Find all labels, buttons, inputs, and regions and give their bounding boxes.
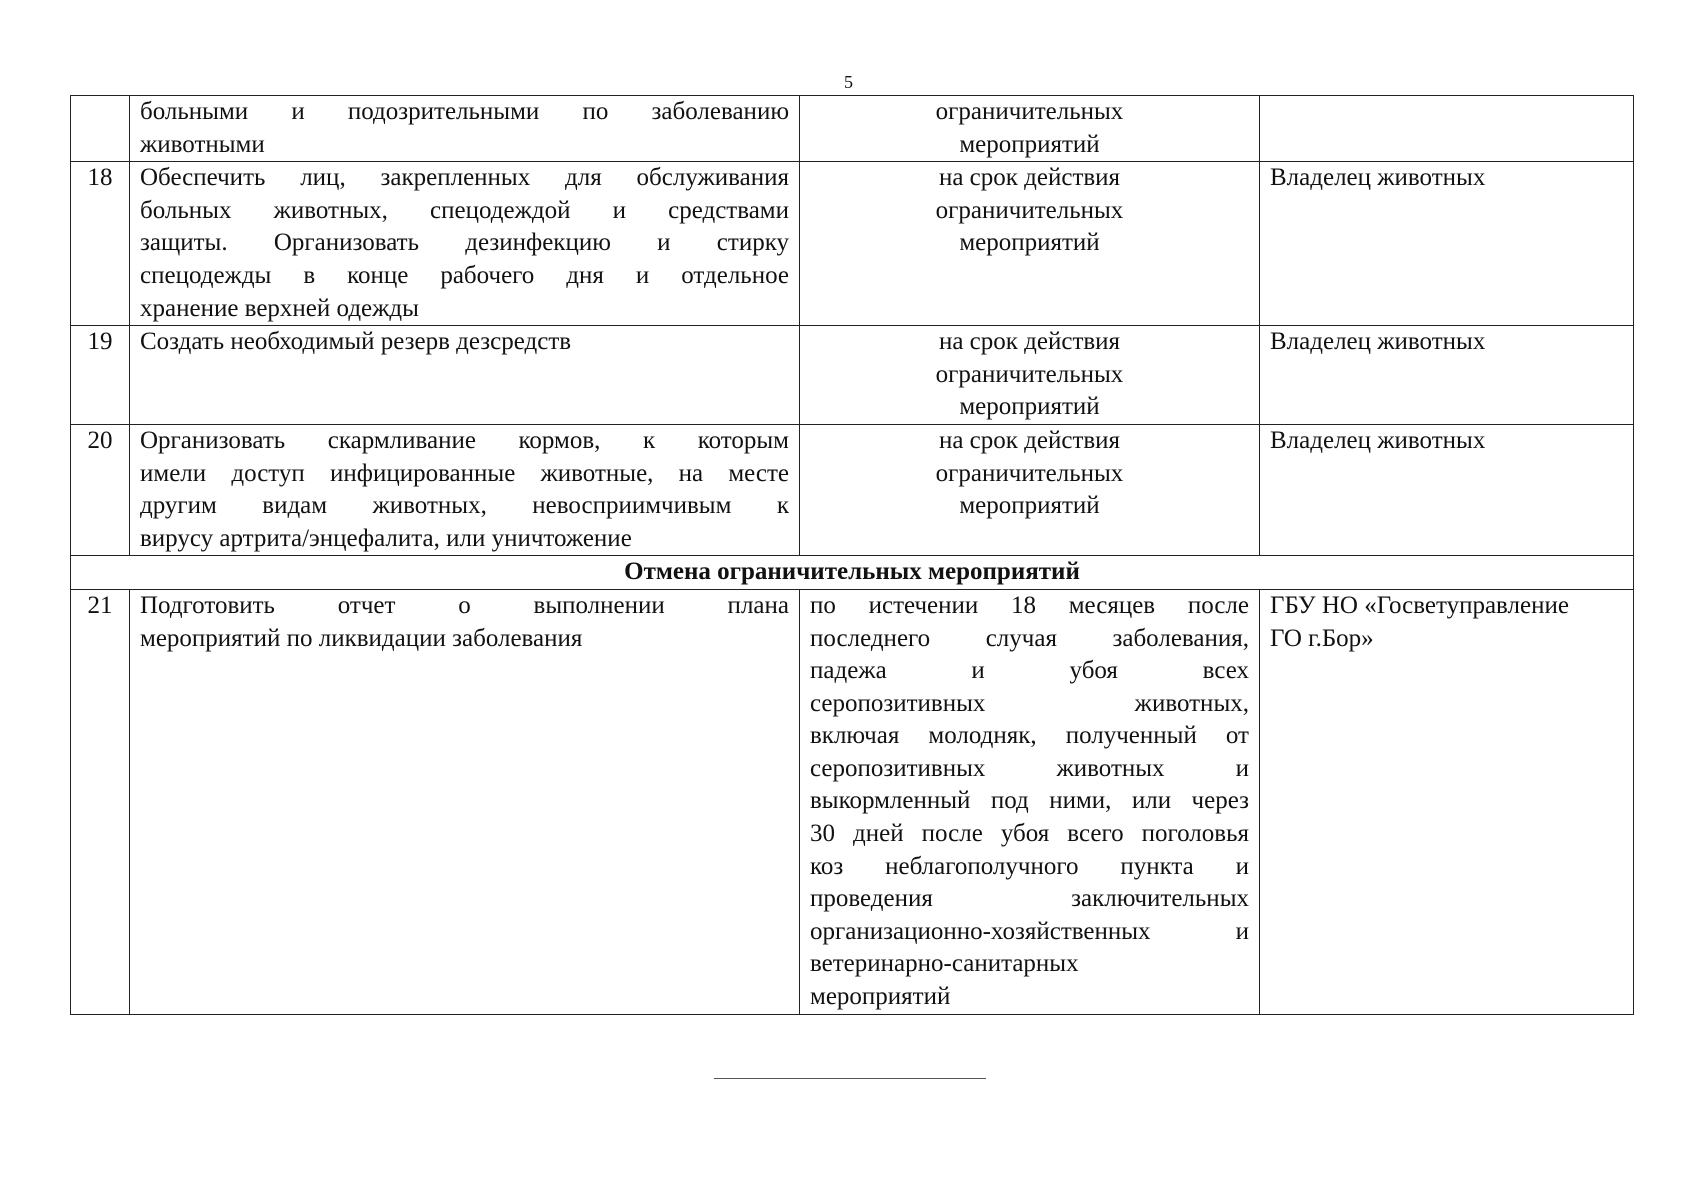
term-line: ограничительных (935, 360, 1124, 388)
action-line: защиты. Организовать дезинфекцию и стирку (140, 229, 789, 257)
term-line: последнего случая заболевания, (810, 624, 1249, 652)
term-line: серопозитивных животных и (810, 754, 1249, 782)
action-cell (130, 96, 800, 162)
page-number: 5 (844, 72, 853, 92)
table-row (71, 162, 1634, 326)
plan-table (70, 95, 1634, 1015)
term-line: мероприятий (810, 983, 951, 1011)
term-line: 30 дней после убоя всего поголовья (810, 820, 1249, 848)
term-line: ограничительных (935, 196, 1124, 224)
term-line: коз неблагополучного пункта и (810, 852, 1249, 880)
action-line: больными и подозрительными по заболеванию (140, 98, 789, 125)
section-title: Отмена ограничительных мероприятий (71, 556, 1634, 590)
row-number: 19 (71, 326, 130, 425)
term-cell (800, 424, 1260, 555)
responsible-cell (1260, 96, 1634, 162)
term-line: ограничительных (935, 459, 1124, 487)
term-line: мероприятий (959, 130, 1100, 158)
table-row (71, 424, 1634, 555)
term-line: выкормленный под ними, или через (810, 787, 1249, 815)
table-row (71, 589, 1634, 1014)
action-line: Организовать скармливание кормов, к которым (140, 426, 789, 454)
action-line: больных животных, спецодеждой и средствами (140, 196, 789, 224)
term-cell (800, 162, 1260, 326)
row-number (71, 96, 130, 162)
row-number: 18 (71, 162, 130, 326)
term-line: на срок действия (938, 164, 1121, 192)
term-line: ограничительных (935, 98, 1124, 125)
row-number: 20 (71, 424, 130, 555)
term-cell (800, 589, 1260, 1014)
term-line: включая молодняк, полученный от (810, 722, 1249, 750)
action-line: другим видам животных, невосприимчивым к (140, 492, 789, 520)
term-line: на срок действия (938, 426, 1121, 454)
term-line: ветеринарно-санитарных (810, 950, 1079, 978)
action-line: хранение верхней одежды (140, 294, 419, 322)
action-line: Подготовить отчет о выполнении плана (140, 591, 789, 619)
term-line: мероприятий (959, 393, 1100, 421)
responsible-cell: Владелец животных (1260, 162, 1634, 326)
action-line: Обеспечить лиц, закрепленных для обслуживания (140, 164, 789, 192)
action-line: вирусу артрита/энцефалита, или уничтожение (140, 524, 632, 552)
action-line: животными (140, 130, 265, 158)
row-number: 21 (71, 589, 130, 1014)
term-line: на срок действия (938, 328, 1121, 356)
responsible-line: ГБУ НО «Госветуправление (1270, 591, 1569, 619)
responsible-cell: Владелец животных (1260, 326, 1634, 425)
responsible-cell: Владелец животных (1260, 424, 1634, 555)
responsible-cell (1260, 589, 1634, 1014)
term-cell (800, 326, 1260, 425)
term-line: серопозитивных животных, (810, 689, 1249, 717)
action-cell (130, 162, 800, 326)
action-line: Создать необходимый резерв дезсредств (140, 328, 572, 356)
responsible-line: ГО г.Бор» (1270, 624, 1374, 652)
action-cell (130, 589, 800, 1014)
section-row (71, 556, 1634, 590)
action-cell (130, 326, 800, 425)
action-line: спецодежды в конце рабочего дня и отдельное (140, 261, 789, 289)
action-cell (130, 424, 800, 555)
term-line: падежа и убоя всех (810, 657, 1249, 685)
term-line: мероприятий (959, 492, 1100, 520)
term-line: организационно-хозяйственных и (810, 917, 1249, 945)
term-line: по истечении 18 месяцев после (810, 591, 1249, 619)
table-row (71, 96, 1634, 162)
term-line: мероприятий (959, 229, 1100, 257)
table-row (71, 326, 1634, 425)
footer-divider (714, 1078, 986, 1079)
action-line: мероприятий по ликвидации заболевания (140, 624, 583, 652)
term-cell (800, 96, 1260, 162)
action-line: имели доступ инфицированные животные, на месте (140, 459, 789, 487)
term-line: проведения заключительных (810, 885, 1249, 913)
